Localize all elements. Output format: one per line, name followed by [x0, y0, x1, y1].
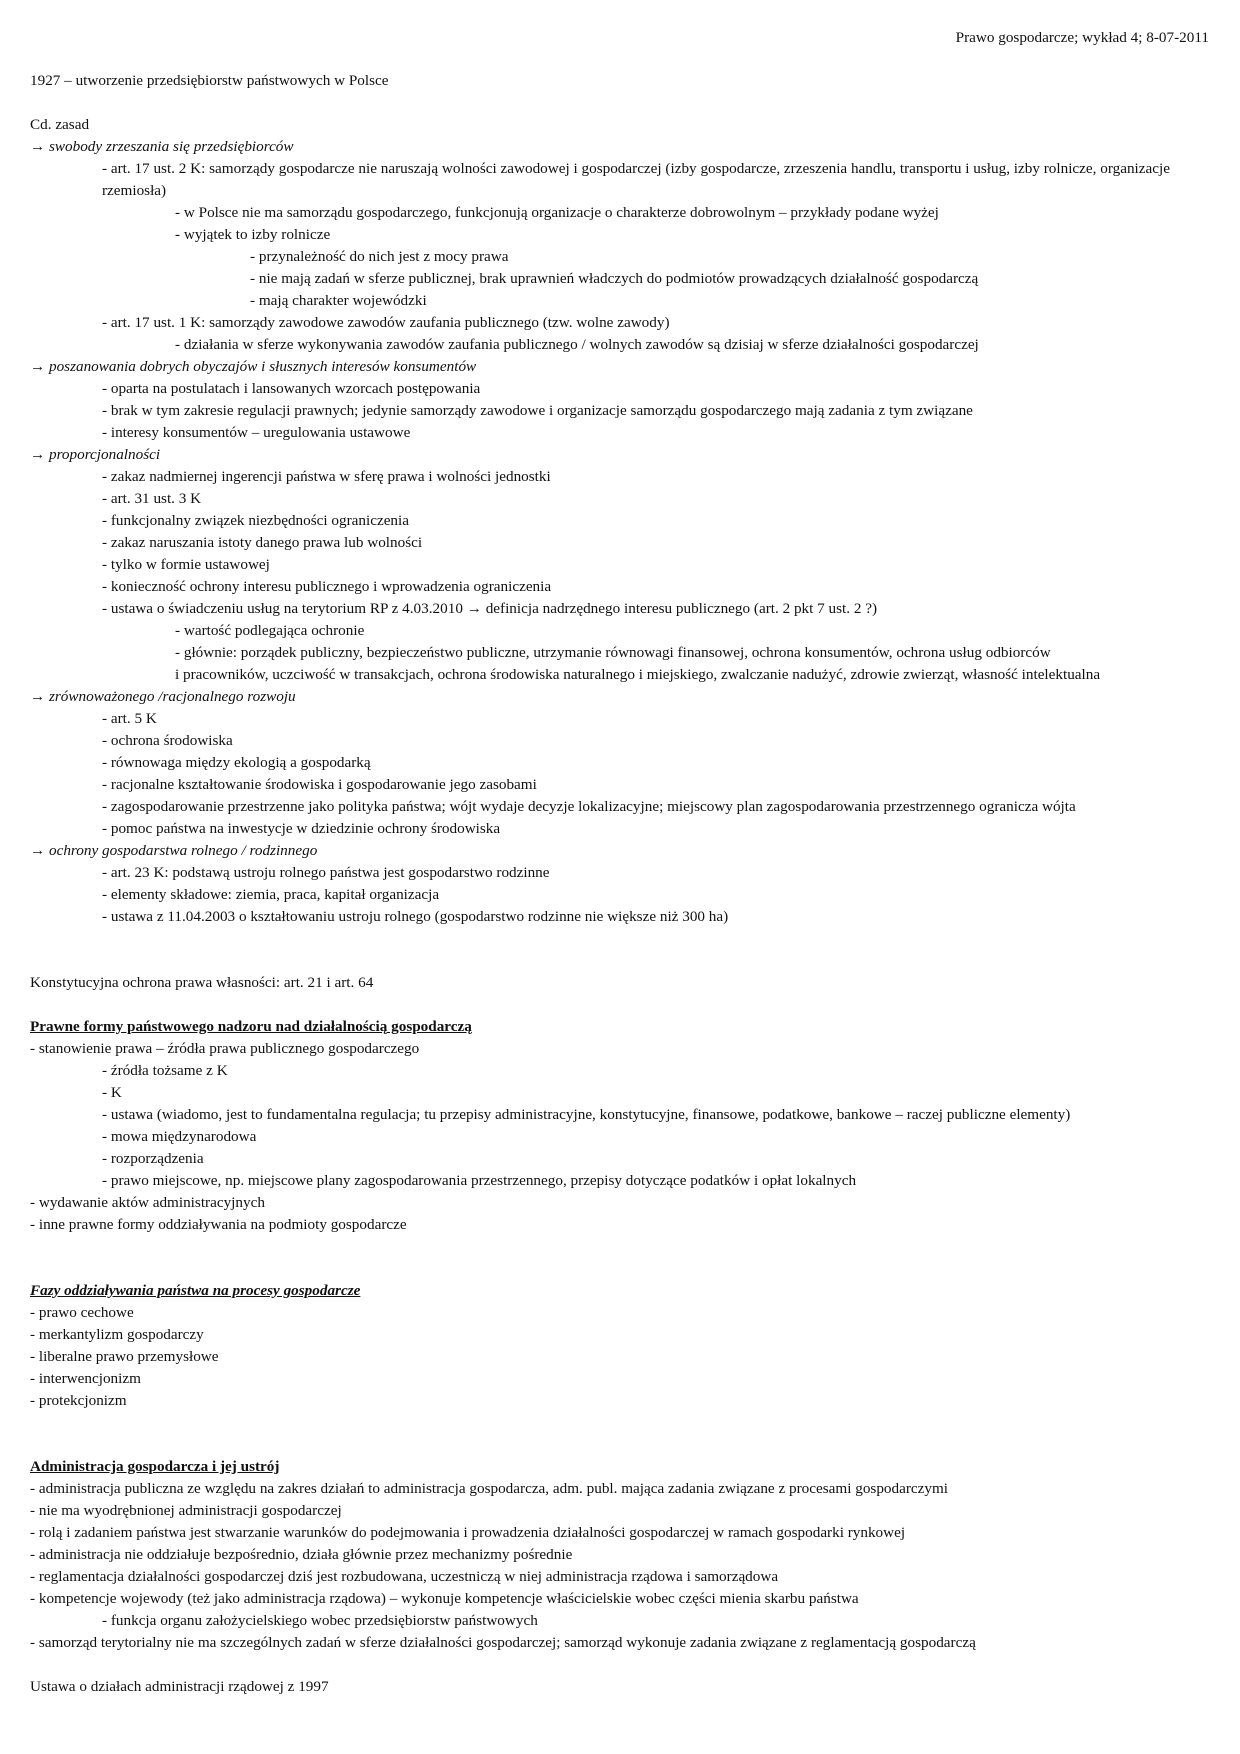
list-item: - interesy konsumentów – uregulowania ustawowe	[102, 424, 411, 441]
list-item: - źródła tożsame z K	[102, 1062, 228, 1079]
list-item: - liberalne prawo przemysłowe	[30, 1348, 219, 1365]
list-item: - K	[102, 1084, 122, 1101]
list-item: - racjonalne kształtowanie środowiska i gospodarowanie jego zasobami	[102, 776, 537, 793]
list-item: - wyjątek to izby rolnicze	[175, 226, 331, 243]
list-item: - konieczność ochrony interesu publicznego i wprowadzenia ograniczenia	[102, 578, 552, 595]
principle-title: ochrony gospodarstwa rolnego / rodzinnego	[48, 842, 318, 859]
list-item: - wartość podlegająca ochronie	[175, 622, 365, 639]
list-item: - stanowienie prawa – źródła prawa publicznego gospodarczego	[30, 1040, 420, 1057]
list-item: - w Polsce nie ma samorządu gospodarczego, funkcjonują organizacje o charakterze dobrowolnym – przykłady podane wyżej	[175, 204, 939, 221]
section-title: Prawne formy państwowego nadzoru nad działalnością gospodarczą	[30, 1018, 472, 1035]
principle-heading-5	[30, 840, 1215, 862]
list-item-continued: i pracowników, uczciwość w transakcjach, ochrona środowiska naturalnego i miejskiego, zwalczanie nadużyć, zdrowie zwierząt, własność intelektualna	[175, 666, 1101, 683]
list-item: - kompetencje wojewody (też jako administracja rządowa) – wykonuje kompetencje właścicielskie wobec części mienia skarbu państwa	[30, 1590, 859, 1607]
section-heading	[30, 1016, 1215, 1038]
list-item: - art. 17 ust. 1 K: samorządy zawodowe zawodów zaufania publicznego (tzw. wolne zawody)	[102, 314, 670, 331]
principle-heading-1	[30, 136, 1215, 158]
list-item: - równowaga między ekologią a gospodarką	[102, 754, 371, 771]
closing-line: Ustawa o działach administracji rządowej z 1997	[30, 1678, 329, 1695]
list-item: - ustawa (wiadomo, jest to fundamentalna regulacja; tu przepisy administracyjne, konstytucyjne, finansowe, podatkowe, bankowe – raczej publiczne elementy)	[102, 1106, 1071, 1123]
list-item: - prawo cechowe	[30, 1304, 134, 1321]
list-item: - rozporządzenia	[102, 1150, 204, 1167]
list-item: - administracja nie oddziałuje bezpośrednio, działa głównie przez mechanizmy pośrednie	[30, 1546, 573, 1563]
list-item: - wydawanie aktów administracyjnych	[30, 1194, 265, 1211]
list-item: - funkcja organu założycielskiego wobec przedsiębiorstw państwowych	[102, 1612, 538, 1629]
document-header: Prawo gospodarcze; wykład 4; 8-07-2011	[955, 29, 1209, 46]
constitutional-note: Konstytucyjna ochrona prawa własności: art. 21 i art. 64	[30, 974, 374, 991]
principle-title: poszanowania dobrych obyczajów i słusznych interesów konsumentów	[48, 358, 477, 375]
list-item: - tylko w formie ustawowej	[102, 556, 270, 573]
cd-zasad-label: Cd. zasad	[30, 116, 90, 133]
list-item: - art. 5 K	[102, 710, 157, 727]
list-item: - administracja publiczna ze względu na zakres działań to administracja gospodarcza, adm. publ. mająca zadania związane z procesami gospodarczymi	[30, 1480, 949, 1497]
principle-title: proporcjonalności	[48, 446, 161, 463]
list-item: - reglamentacja działalności gospodarczej dziś jest rozbudowana, uczestniczą w niej administracja rządowa i samorządowa	[30, 1568, 779, 1585]
list-item: - merkantylizm gospodarczy	[30, 1326, 204, 1343]
arrow-icon: →	[30, 358, 46, 375]
arrow-icon: →	[30, 688, 46, 705]
list-item: - pomoc państwa na inwestycje w dziedzinie ochrony środowiska	[102, 820, 501, 837]
arrow-icon: →	[30, 842, 46, 859]
document-body	[30, 70, 1215, 1698]
intro-line: 1927 – utworzenie przedsiębiorstw państwowych w Polsce	[30, 72, 389, 89]
list-item: - nie ma wyodrębnionej administracji gospodarczej	[30, 1502, 342, 1519]
principle-title: zrównoważonego /racjonalnego rozwoju	[48, 688, 296, 705]
list-item: - elementy składowe: ziemia, praca, kapitał organizacja	[102, 886, 440, 903]
list-item: - oparta na postulatach i lansowanych wzorcach postępowania	[102, 380, 481, 397]
list-item: - zagospodarowanie przestrzenne jako polityka państwa; wójt wydaje decyzje lokalizacyjne; miejscowy plan zagospodarowania przestrzennego ogranicza wójta	[102, 798, 1076, 815]
list-item: - prawo miejscowe, np. miejscowe plany zagospodarowania przestrzennego, przepisy dotyczące podatków i opłat lokalnych	[102, 1172, 857, 1189]
arrow-icon: →	[30, 138, 46, 155]
arrow-icon: →	[30, 446, 46, 463]
section-title: Administracja gospodarcza i jej ustrój	[30, 1458, 280, 1475]
list-item: - mają charakter wojewódzki	[250, 292, 427, 309]
list-item: - ochrona środowiska	[102, 732, 233, 749]
list-item: - art. 31 ust. 3 K	[102, 490, 202, 507]
section-title: Fazy oddziaływania państwa na procesy gospodarcze	[30, 1282, 361, 1299]
list-item: - zakaz naruszania istoty danego prawa lub wolności	[102, 534, 423, 551]
list-item: - przynależność do nich jest z mocy prawa	[250, 248, 509, 265]
list-item: - rolą i zadaniem państwa jest stwarzanie warunków do podejmowania i prowadzenia działalności gospodarczej w ramach gospodarki rynkowej	[30, 1524, 906, 1541]
list-item: - brak w tym zakresie regulacji prawnych; jedynie samorządy zawodowe i organizacje samorządu gospodarczego mają zadania z tym związane	[102, 402, 973, 419]
principle-title: swobody zrzeszania się przedsiębiorców	[48, 138, 294, 155]
principle-heading-3	[30, 444, 1215, 466]
list-item: - samorząd terytorialny nie ma szczególnych zadań w sferze działalności gospodarczej; samorząd wykonuje zadania związane z reglamentacją gospodarczą	[30, 1634, 976, 1651]
principle-heading-2	[30, 356, 1215, 378]
section-heading	[30, 1456, 1215, 1478]
list-item: - mowa międzynarodowa	[102, 1128, 257, 1145]
section-heading	[30, 1280, 1215, 1302]
list-item: - nie mają zadań w sferze publicznej, brak uprawnień władczych do podmiotów prowadzących działalność gospodarczą	[250, 270, 979, 287]
list-item: - ustawa o świadczeniu usług na terytorium RP z 4.03.2010 → definicja nadrzędnego interesu publicznego (art. 2 pkt 7 ust. 2 ?)	[102, 600, 878, 617]
list-item: - art. 23 K: podstawą ustroju rolnego państwa jest gospodarstwo rodzinne	[102, 864, 550, 881]
list-item: - ustawa z 11.04.2003 o kształtowaniu ustroju rolnego (gospodarstwo rodzinne nie większe niż 300 ha)	[102, 908, 729, 925]
list-item: - interwencjonizm	[30, 1370, 141, 1387]
list-item: - protekcjonizm	[30, 1392, 127, 1409]
list-item: - zakaz nadmiernej ingerencji państwa w sferę prawa i wolności jednostki	[102, 468, 551, 485]
list-item: - głównie: porządek publiczny, bezpieczeństwo publiczne, utrzymanie równowagi finansowej, ochrona konsumentów, ochrona usług odbiorców	[175, 644, 1051, 661]
list-item: - inne prawne formy oddziaływania na podmioty gospodarcze	[30, 1216, 407, 1233]
list-item: - działania w sferze wykonywania zawodów zaufania publicznego / wolnych zawodów są dzisiaj w sferze działalności gospodarczej	[175, 336, 979, 353]
list-item: - funkcjonalny związek niezbędności ograniczenia	[102, 512, 409, 529]
list-item: - art. 17 ust. 2 K: samorządy gospodarcze nie naruszają wolności zawodowej i gospodarczej (izby gospodarcze, zrzeszenia handlu, transportu i usług, izby rolnicze, organizacje rzemiosła)	[102, 160, 1170, 199]
principle-heading-4	[30, 686, 1215, 708]
